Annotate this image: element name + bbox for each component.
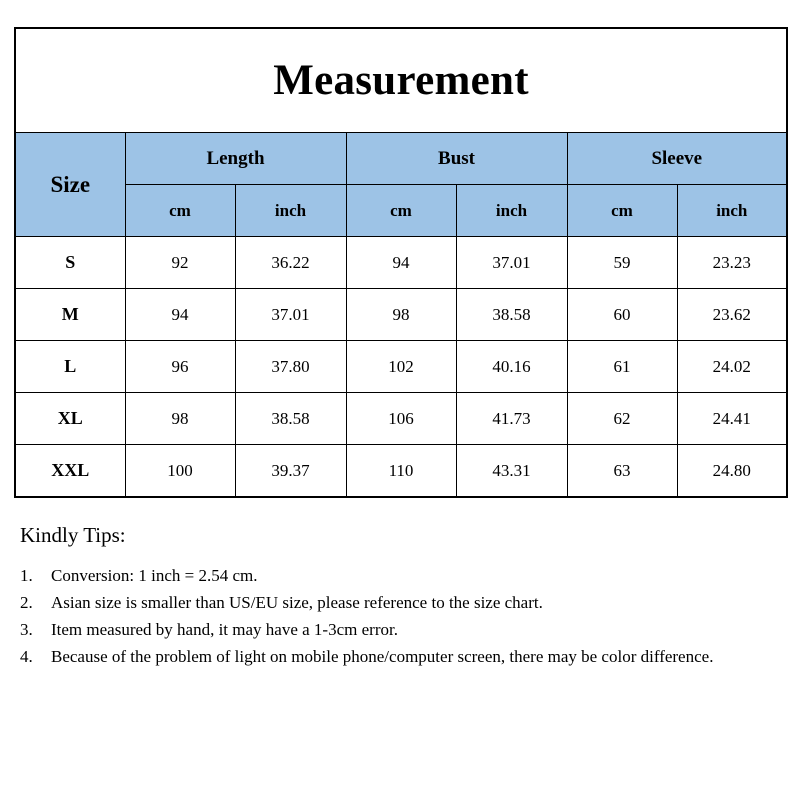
table-cell: 102 xyxy=(346,341,456,393)
table-cell: 41.73 xyxy=(456,393,567,445)
tips-title: Kindly Tips: xyxy=(20,523,126,547)
table-cell: 63 xyxy=(567,445,677,498)
kindly-tips xyxy=(20,523,780,670)
length-group-header: Length xyxy=(125,133,346,185)
table-cell: 98 xyxy=(346,289,456,341)
list-item xyxy=(20,562,780,589)
table-row xyxy=(15,393,787,445)
unit-header: inch xyxy=(235,185,346,237)
table-cell: 59 xyxy=(567,237,677,289)
table-row xyxy=(15,445,787,498)
table-cell: 38.58 xyxy=(456,289,567,341)
table-row xyxy=(15,341,787,393)
tip-number: 2. xyxy=(20,593,33,612)
unit-header: cm xyxy=(125,185,235,237)
table-cell: 24.41 xyxy=(677,393,787,445)
tip-text: Conversion: 1 inch = 2.54 cm. xyxy=(51,566,258,585)
page-title: Measurement xyxy=(15,28,787,133)
table-cell: 96 xyxy=(125,341,235,393)
table-cell: 24.02 xyxy=(677,341,787,393)
unit-header: inch xyxy=(456,185,567,237)
tip-text: Asian size is smaller than US/EU size, please reference to the size chart. xyxy=(51,593,543,612)
table-cell: 94 xyxy=(125,289,235,341)
table-cell: 61 xyxy=(567,341,677,393)
table-cell: 62 xyxy=(567,393,677,445)
size-column-header: Size xyxy=(15,133,125,237)
table-cell: 38.58 xyxy=(235,393,346,445)
sleeve-group-header: Sleeve xyxy=(567,133,787,185)
list-item xyxy=(20,616,780,643)
size-label: L xyxy=(15,341,125,393)
table-cell: 60 xyxy=(567,289,677,341)
list-item xyxy=(20,589,780,616)
unit-header: inch xyxy=(677,185,787,237)
tip-number: 1. xyxy=(20,566,33,585)
table-cell: 37.80 xyxy=(235,341,346,393)
tip-number: 4. xyxy=(20,647,33,666)
table-cell: 98 xyxy=(125,393,235,445)
table-cell: 94 xyxy=(346,237,456,289)
unit-header: cm xyxy=(567,185,677,237)
table-cell: 23.23 xyxy=(677,237,787,289)
tip-text: Item measured by hand, it may have a 1-3cm error. xyxy=(51,620,398,639)
unit-header: cm xyxy=(346,185,456,237)
table-cell: 37.01 xyxy=(235,289,346,341)
table-cell: 24.80 xyxy=(677,445,787,498)
table-cell: 110 xyxy=(346,445,456,498)
size-label: XL xyxy=(15,393,125,445)
tip-number: 3. xyxy=(20,620,33,639)
table-cell: 39.37 xyxy=(235,445,346,498)
table-cell: 100 xyxy=(125,445,235,498)
table-cell: 37.01 xyxy=(456,237,567,289)
table-row xyxy=(15,289,787,341)
table-cell: 43.31 xyxy=(456,445,567,498)
size-label: S xyxy=(15,237,125,289)
table-row xyxy=(15,237,787,289)
table-cell: 36.22 xyxy=(235,237,346,289)
table-cell: 106 xyxy=(346,393,456,445)
size-chart-table xyxy=(14,27,788,498)
table-cell: 23.62 xyxy=(677,289,787,341)
list-item xyxy=(20,643,780,670)
bust-group-header: Bust xyxy=(346,133,567,185)
table-cell: 40.16 xyxy=(456,341,567,393)
size-label: M xyxy=(15,289,125,341)
size-label: XXL xyxy=(15,445,125,498)
table-cell: 92 xyxy=(125,237,235,289)
tip-text: Because of the problem of light on mobile phone/computer screen, there may be color difference. xyxy=(51,647,714,666)
tips-list xyxy=(20,562,780,670)
